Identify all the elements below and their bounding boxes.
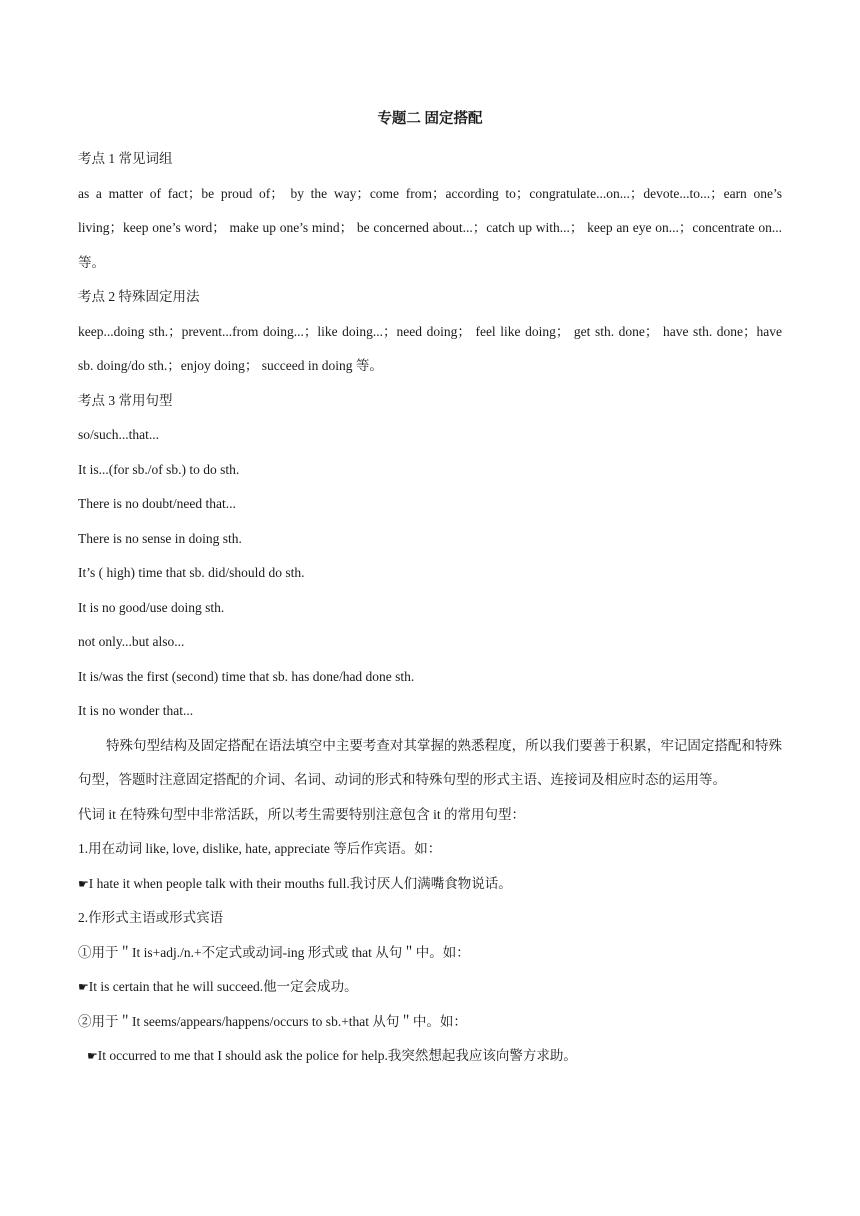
example-2: [78, 970, 782, 1005]
sentence-pattern: It is/was the first (second) time that sb. has done/had done sth.: [78, 668, 415, 684]
it-intro: 代词 it 在特殊句型中非常活跃，所以考生需要特别注意包含 it 的常用句型：: [78, 806, 526, 822]
kaodian3-heading: 考点 3 常用句型: [78, 392, 173, 408]
sub2-heading: ②用于＂It seems/appears/happens/occurs to sb.+that 从句＂中。如：: [78, 1013, 467, 1029]
summary-paragraph: 特殊句型结构及固定搭配在语法填空中主要考查对其掌握的熟悉程度，所以我们要善于积累，牢记固定搭配和特殊句型，答题时注意固定搭配的介词、名词、动词的形式和特殊句型的形式主语、连接词及相应时态的运用等。: [78, 737, 782, 787]
document-body: [78, 142, 782, 1074]
kaodian2-heading: 考点 2 特殊固定用法: [78, 289, 200, 304]
pointing-hand-icon: ☛: [78, 876, 89, 891]
pointing-hand-icon: ☛: [78, 980, 89, 994]
sentence-pattern: There is no sense in doing sth.: [78, 530, 242, 546]
example-3-text: It occurred to me that I should ask the police for help.我突然想起我应该向警方求助。: [97, 1048, 577, 1063]
page-title: 专题二 固定搭配: [377, 111, 483, 127]
point2-heading: 2.作形式主语或形式宾语: [78, 910, 224, 925]
example-1: [78, 867, 782, 902]
sentence-pattern: It is no wonder that...: [78, 703, 194, 718]
pointing-hand-icon: ☛: [87, 1049, 98, 1063]
sentence-pattern: It is no good/use doing sth.: [78, 599, 225, 615]
example-2-text: It is certain that he will succeed.他一定会成功。: [88, 979, 358, 994]
sentence-pattern: There is no doubt/need that...: [78, 496, 236, 511]
sentence-pattern: It’s ( high) time that sb. did/should do sth.: [78, 565, 305, 580]
sentence-pattern: It is...(for sb./of sb.) to do sth.: [78, 461, 240, 477]
kaodian2-body: keep...doing sth.；prevent...from doing...；like doing...；need doing； feel like doing； get sth. done； have sth. done；have sb. doing/do sth.；enjoy doing； succeed in doing 等。: [78, 323, 782, 373]
example-1-text: I hate it when people talk with their mouths full.我讨厌人们满嘴食物说话。: [88, 875, 512, 891]
kaodian1-heading: 考点 1 常见词组: [78, 151, 173, 166]
sentence-pattern: so/such...that...: [78, 427, 159, 442]
kaodian1-body: as a matter of fact；be proud of； by the way；come from；according to；congratulate...on...；devote...to...；earn one’s living；keep one’s word； make up one’s mind； be concerned about...；catch up with...； keep an eye on...；concentrate on...等。: [78, 185, 782, 270]
point1-heading: 1.用在动词 like, love, dislike, hate, appreciate 等后作宾语。如：: [78, 841, 442, 856]
sentence-pattern: not only...but also...: [78, 634, 185, 649]
sub1-heading: ①用于＂It is+adj./n.+不定式或动词-ing 形式或 that 从句＂中。如：: [78, 944, 470, 960]
example-3: [78, 1039, 782, 1074]
